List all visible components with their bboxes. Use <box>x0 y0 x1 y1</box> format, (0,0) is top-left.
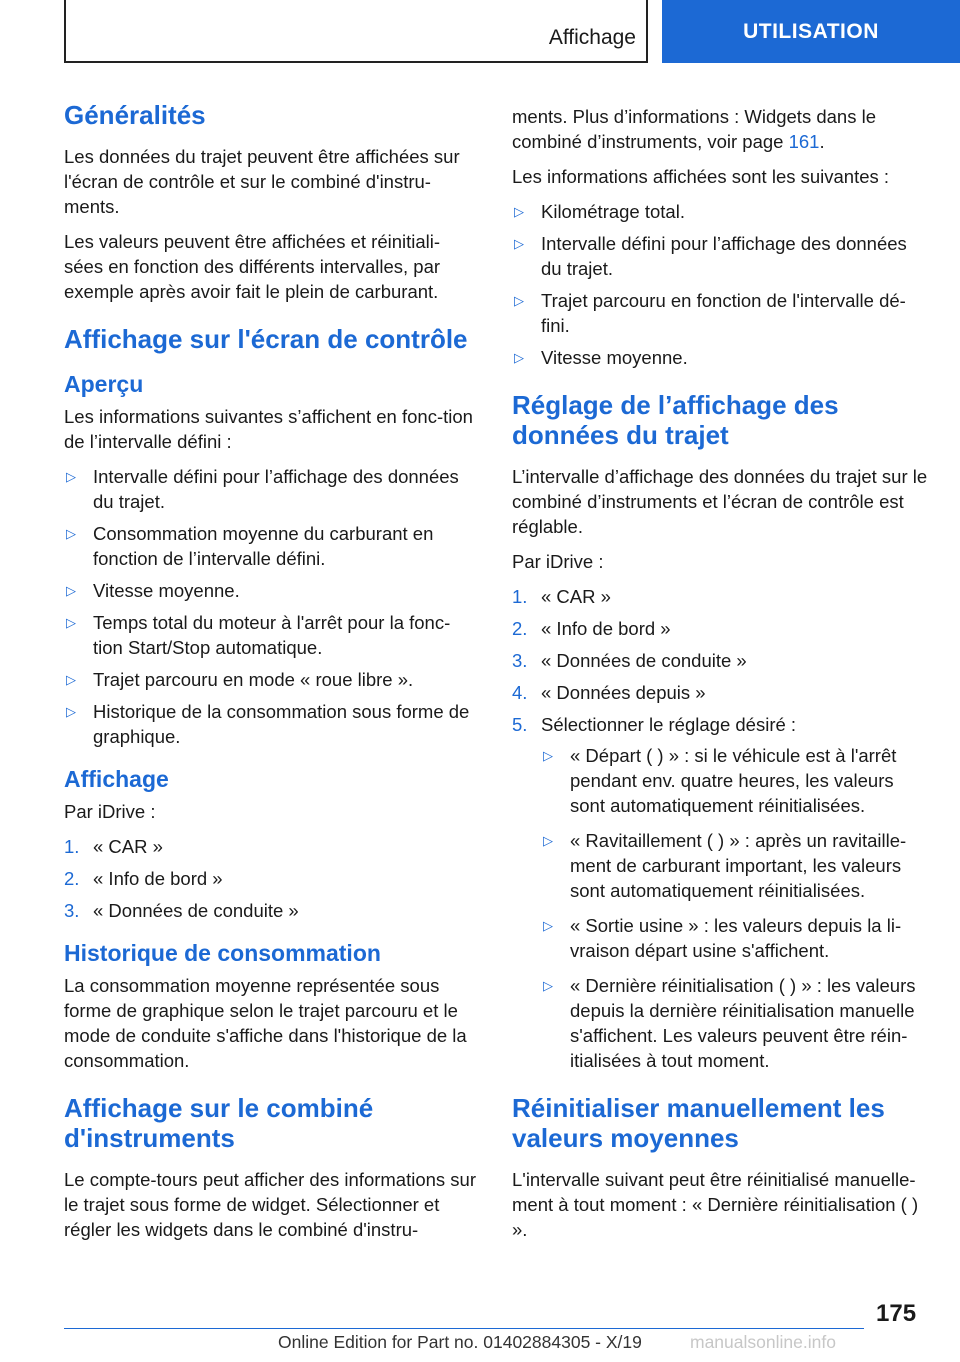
triangle-bullet-icon: ▷ <box>66 583 76 598</box>
triangle-bullet-icon: ▷ <box>543 833 553 848</box>
heading-apercu: Aperçu <box>64 371 144 397</box>
footer-divider <box>64 1328 864 1329</box>
paragraph: Les valeurs peuvent être affichées et réinitiali-sées en fonction des différents intervalles, par exemple après avoir fait le plein de carburant. <box>64 231 441 302</box>
list-item: 1. « CAR » <box>512 586 611 607</box>
heading-affichage-ecran: Affichage sur l'écran de contrôle <box>64 324 468 354</box>
sub-bullet-list <box>541 743 932 1073</box>
triangle-bullet-icon: ▷ <box>514 350 524 365</box>
triangle-bullet-icon: ▷ <box>66 704 76 719</box>
list-item: ▷ Historique de la consommation sous forme de graphique. <box>66 701 470 747</box>
list-item: ▷ Intervalle défini pour l’affichage des données du trajet. <box>514 233 907 279</box>
paragraph: L’intervalle d’affichage des données du trajet sur le combiné d’instruments et l’écran de contrôle est réglable. <box>512 466 928 537</box>
list-item: 4. « Données depuis » <box>512 682 706 703</box>
left-column <box>64 100 478 1252</box>
page-reference-link[interactable]: 161 <box>788 131 820 152</box>
heading-generalites: Généralités <box>64 100 206 130</box>
heading-affichage-combine: Affichage sur le combiné d'instruments <box>64 1093 374 1153</box>
list-item: ▷ Temps total du moteur à l'arrêt pour la fonc-tion Start/Stop automatique. <box>66 612 451 658</box>
paragraph: L'intervalle suivant peut être réinitialisé manuelle-ment à tout moment : « Dernière réinitialisation ( ) ». <box>512 1169 919 1240</box>
right-column <box>512 104 932 1252</box>
heading-historique: Historique de consommation <box>64 940 381 966</box>
triangle-bullet-icon: ▷ <box>66 526 76 541</box>
paragraph: Par iDrive : <box>512 551 604 572</box>
heading-reglage: Réglage de l’affichage des données du trajet <box>512 390 839 450</box>
triangle-bullet-icon: ▷ <box>514 236 524 251</box>
list-item: ▷ Trajet parcouru en mode « roue libre ». <box>66 669 414 690</box>
sub-list-item: ▷ « Départ ( ) » : si le véhicule est à l'arrêt pendant env. quatre heures, les valeurs sont automatiquement réinitialisées. <box>543 745 897 816</box>
paragraph: La consommation moyenne représentée sous forme de graphique selon le trajet parcouru et le mode de conduite s'affiche dans l'historique de la consommation. <box>64 975 467 1071</box>
paragraph: Les informations affichées sont les suivantes : <box>512 166 890 187</box>
paragraph: Le compte-tours peut afficher des informations sur le trajet sous forme de widget. Sélectionner et régler les widgets dans le combiné d'instru- <box>64 1169 477 1240</box>
triangle-bullet-icon: ▷ <box>543 978 553 993</box>
list-item: ▷ Trajet parcouru en fonction de l'intervalle dé-fini. <box>514 290 906 336</box>
bullet-list <box>64 464 478 749</box>
list-item: 1. « CAR » <box>64 836 163 857</box>
paragraph: Les informations suivantes s’affichent en fonc-tion de l’intervalle défini : <box>64 406 473 452</box>
list-item: ▷ Vitesse moyenne. <box>514 347 688 368</box>
triangle-bullet-icon: ▷ <box>66 469 76 484</box>
paragraph: ments. Plus d’informations : Widgets dans le combiné d’instruments, voir page 161. <box>512 106 876 152</box>
list-item: ▷ Consommation moyenne du carburant en fonction de l’intervalle défini. <box>66 523 434 569</box>
triangle-bullet-icon: ▷ <box>514 204 524 219</box>
list-item: ▷ Vitesse moyenne. <box>66 580 240 601</box>
list-item: 2. « Info de bord » <box>512 618 671 639</box>
list-item: 2. « Info de bord » <box>64 868 223 889</box>
paragraph: Les données du trajet peuvent être affichées sur l'écran de contrôle et sur le combiné d'instru-ments. <box>64 146 460 217</box>
triangle-bullet-icon: ▷ <box>514 293 524 308</box>
sub-list-item: ▷ « Ravitaillement ( ) » : après un ravitaille-ment de carburant important, les valeurs sont automatiquement réinitialisées. <box>543 830 907 901</box>
page-number: 175 <box>876 1300 917 1327</box>
sub-list-item: ▷ « Sortie usine » : les valeurs depuis la li-vraison départ usine s'affichent. <box>543 915 902 961</box>
paragraph: Par iDrive : <box>64 801 156 822</box>
sub-list-item: ▷ « Dernière réinitialisation ( ) » : les valeurs depuis la dernière réinitialisation manuelle s'affichent. Les valeurs peuvent être réin-itialisées à tout moment. <box>543 975 916 1071</box>
triangle-bullet-icon: ▷ <box>543 918 553 933</box>
list-item: ▷ Intervalle défini pour l’affichage des données du trajet. <box>66 466 459 512</box>
heading-affichage: Affichage <box>64 766 169 792</box>
bullet-list <box>512 199 932 370</box>
triangle-bullet-icon: ▷ <box>66 672 76 687</box>
numbered-list <box>512 584 932 1073</box>
footer-watermark: manualsonline.info <box>690 1332 836 1352</box>
footer-edition: Online Edition for Part no. 01402884305 - X/19 <box>278 1332 642 1352</box>
triangle-bullet-icon: ▷ <box>543 748 553 763</box>
heading-reinitialiser: Réinitialiser manuellement les valeurs moyennes <box>512 1093 885 1153</box>
list-item: 5. Sélectionner le réglage désiré : ▷ « Départ ( ) » : si le véhicule est à l'arrêt pendant env. quatre heures, les valeurs sont automatiquement réinitialisées. ▷ « Ravitaillement ( ) » : après un ravitaille-ment de carburant important, les valeurs sont automatiquement réinitialisées. ▷ « Sortie usine » : les valeurs depuis la li-vraison départ usine s'affichent. ▷ « Dernière réinitialisation ( ) » : les valeurs depuis la dernière réinitialisation manuelle s'affichent. Les valeurs peuvent être réin-itialisées à tout moment. <box>512 712 932 1073</box>
triangle-bullet-icon: ▷ <box>66 615 76 630</box>
list-item: ▷ Kilométrage total. <box>514 201 685 222</box>
header-chapter-tab: UTILISATION <box>662 0 960 63</box>
header-section-title: Affichage <box>548 26 636 49</box>
numbered-list <box>64 834 478 923</box>
list-item: 3. « Données de conduite » <box>64 900 299 921</box>
list-item: 3. « Données de conduite » <box>512 650 747 671</box>
